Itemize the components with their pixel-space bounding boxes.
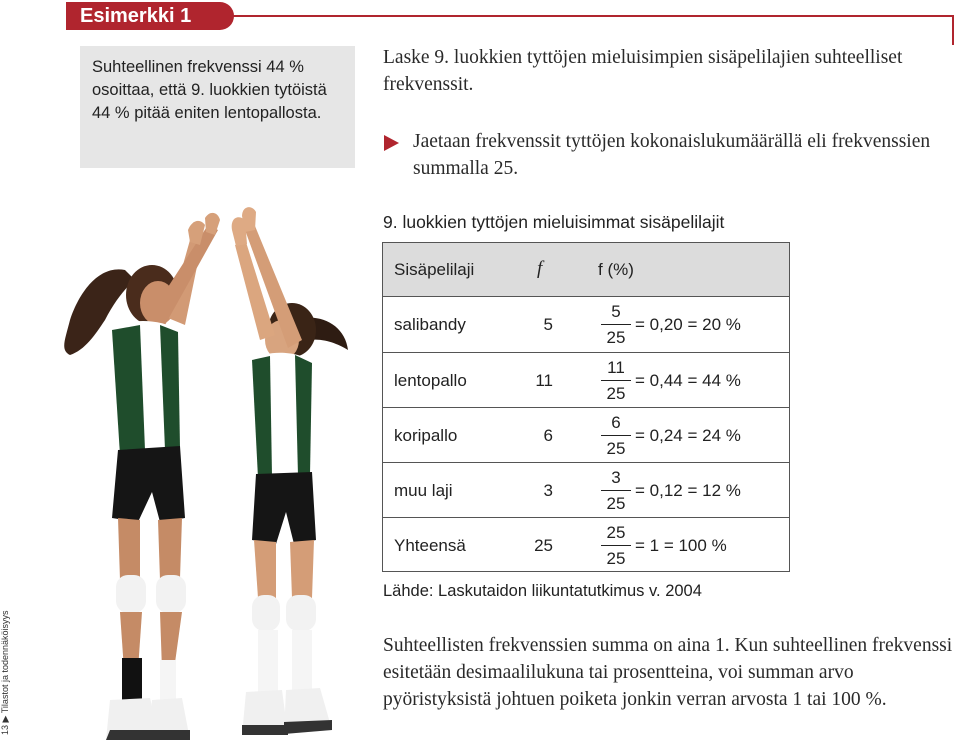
summary-text: Suhteellisten frekvenssien summa on aina 1. Kun suhteellinen frekvenssi esitetään desimaalilukuna tai prosentteina, voi summan arvo pyöristyksistä johtuen poiketa jonkin verran arvosta 1 tai 100 %.	[383, 635, 953, 710]
player-right	[232, 207, 348, 735]
step-arrow-icon	[384, 135, 399, 151]
row-frequency: 5	[543, 315, 553, 334]
fraction-denominator: 25	[606, 549, 626, 568]
row-result: = 0,44 = 44 %	[635, 371, 741, 390]
fraction-numerator: 25	[606, 523, 626, 542]
fraction-bar	[601, 490, 631, 491]
fraction	[601, 467, 631, 515]
fraction-denominator: 25	[606, 328, 626, 347]
row-result: = 1 = 100 %	[635, 536, 727, 555]
volleyball-players-photo	[40, 200, 370, 749]
fraction	[601, 522, 631, 570]
row-result: = 0,12 = 12 %	[635, 481, 741, 500]
row-label: lentopallo	[394, 371, 467, 390]
intro-text: Laske 9. luokkien tyttöjen mieluisimpien sisäpelilajien suhteelliset frekvenssit.	[383, 47, 903, 95]
fraction-bar	[601, 380, 631, 381]
table-header	[382, 242, 790, 297]
fraction-bar	[601, 435, 631, 436]
table-row-total	[383, 517, 789, 573]
table-row	[383, 352, 789, 408]
table-row	[383, 462, 789, 518]
fraction-numerator: 6	[611, 413, 621, 432]
margin-label: 13 ▶ Tilastot ja todennäköisyys	[0, 610, 10, 735]
row-label: Yhteensä	[394, 536, 466, 555]
note-box	[80, 46, 355, 168]
fraction-numerator: 11	[607, 358, 625, 377]
fraction	[601, 357, 631, 405]
table-source: Lähde: Laskutaidon liikuntatutkimus v. 2004	[383, 582, 702, 600]
fraction-bar	[601, 545, 631, 546]
fraction-denominator: 25	[606, 439, 626, 458]
header-f: f	[537, 258, 543, 279]
fraction	[601, 412, 631, 460]
table-body	[382, 297, 790, 572]
player-left	[64, 213, 220, 740]
row-frequency: 25	[534, 536, 553, 555]
header-rule-end	[952, 15, 954, 45]
row-frequency: 3	[543, 481, 553, 500]
frequency-table	[382, 242, 790, 572]
table-row	[383, 297, 789, 352]
fraction-numerator: 5	[611, 302, 621, 321]
fraction-numerator: 3	[611, 468, 621, 487]
table-row	[383, 407, 789, 463]
header-rule	[230, 15, 954, 17]
row-label: salibandy	[394, 315, 466, 334]
row-result: = 0,24 = 24 %	[635, 426, 741, 445]
row-label: koripallo	[394, 426, 458, 445]
step-text: Jaetaan frekvenssit tyttöjen kokonaislukumäärällä eli frekvenssien summalla 25.	[413, 131, 931, 179]
row-frequency: 6	[543, 426, 553, 445]
header-sport: Sisäpelilaji	[394, 260, 475, 279]
row-label: muu laji	[394, 481, 453, 500]
note-text: Suhteellinen frekvenssi 44 % osoittaa, että 9. luokkien tytöistä 44 % pitää eniten lentopallosta.	[92, 58, 327, 122]
fraction	[601, 301, 631, 349]
row-frequency: 11	[535, 371, 553, 390]
fraction-bar	[601, 324, 631, 325]
table-title: 9. luokkien tyttöjen mieluisimmat sisäpelilajit	[383, 212, 725, 232]
fraction-denominator: 25	[606, 494, 626, 513]
fraction-denominator: 25	[606, 384, 626, 403]
header-pct: f (%)	[598, 260, 634, 279]
example-tab: Esimerkki 1	[66, 2, 234, 30]
row-result: = 0,20 = 20 %	[635, 315, 741, 334]
